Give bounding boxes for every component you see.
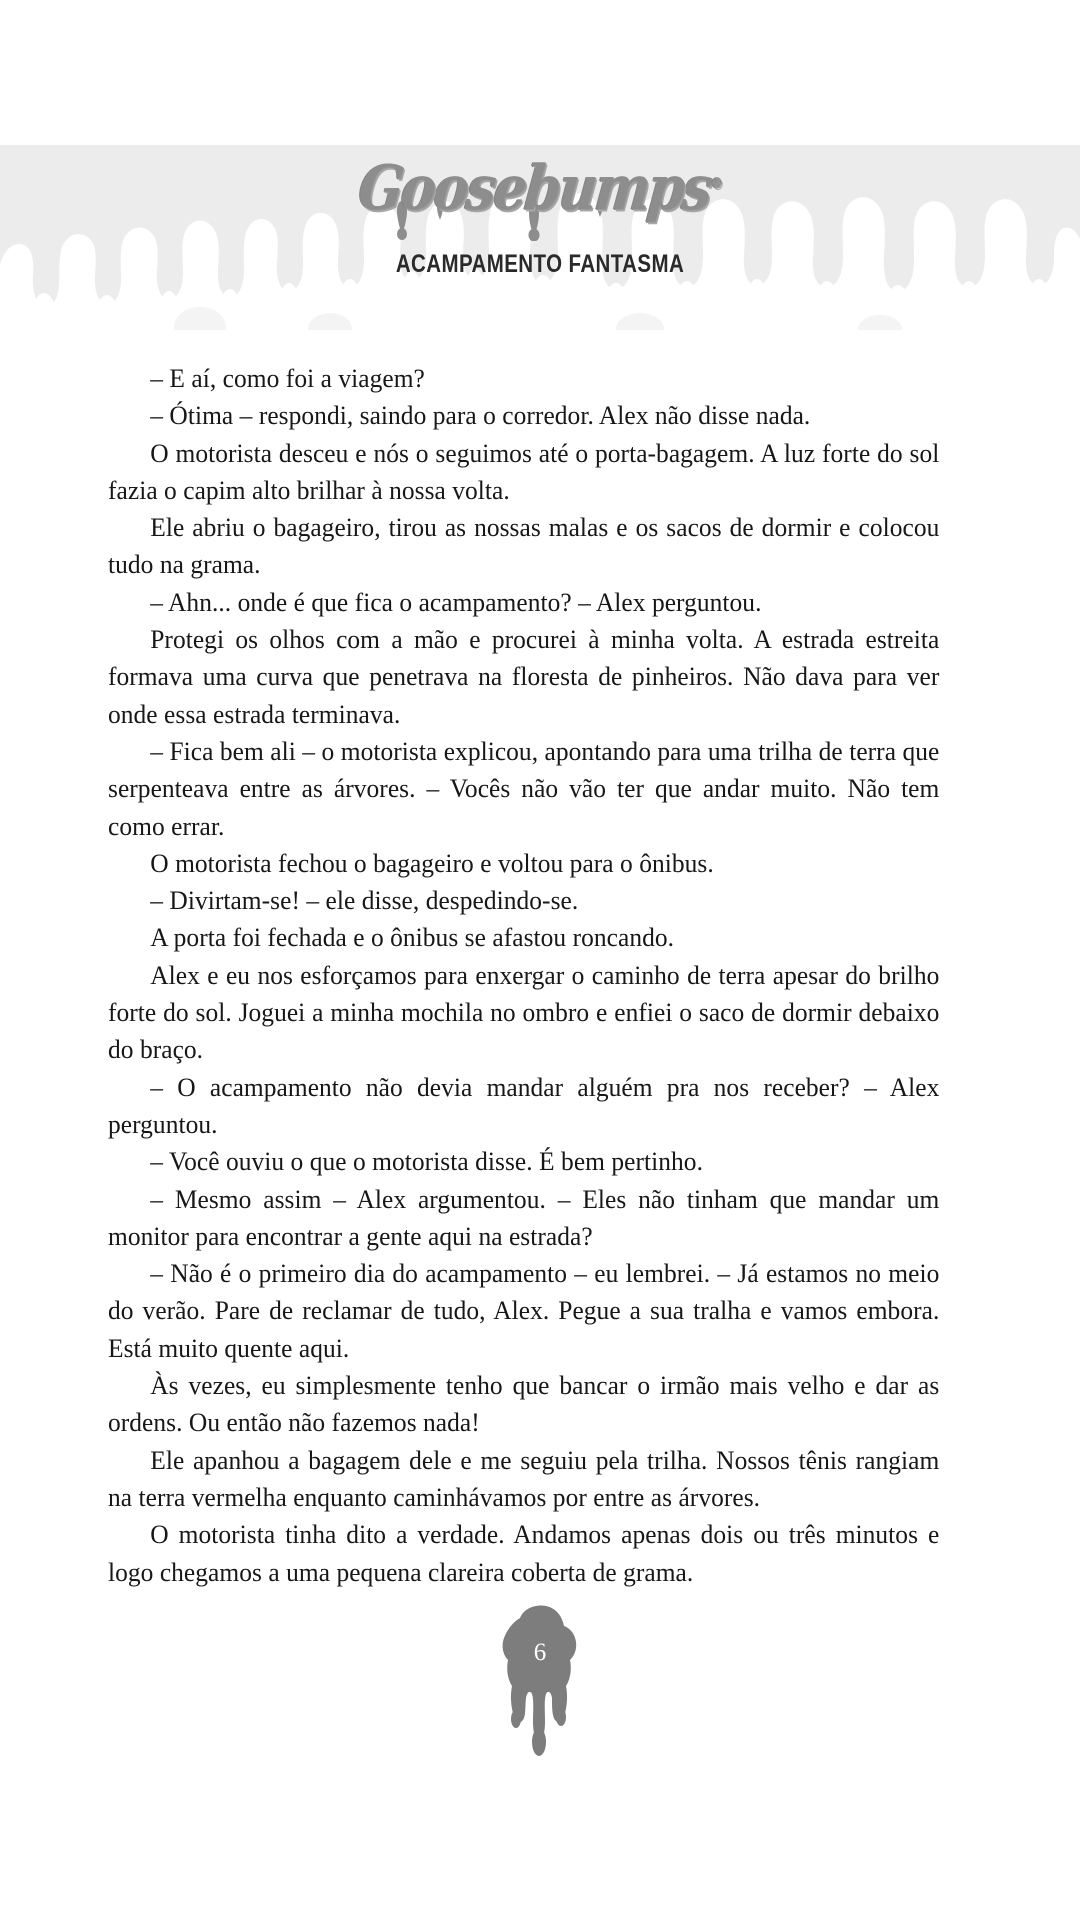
paragraph: – Mesmo assim – Alex argumentou. – Eles não tinham que mandar um monitor para encontrar a gente aqui na estrada?: [108, 1183, 940, 1251]
page-number: 6: [533, 1639, 547, 1666]
paragraph: Às vezes, eu simplesmente tenho que bancar o irmão mais velho e dar as ordens. Ou então não fazemos nada!: [108, 1370, 940, 1438]
paragraph: – Você ouviu o que o motorista disse. É bem pertinho.: [150, 1146, 703, 1177]
paragraph: – Fica bem ali – o motorista explicou, apontando para uma trilha de terra que serpenteava entre as árvores. – Vocês não vão ter que andar muito. Não tem como errar.: [108, 735, 940, 841]
trademark-symbol: ®: [709, 174, 724, 191]
paragraph: Protegi os olhos com a mão e procurei à minha volta. A estrada estreita formava uma curva que penetrava na floresta de pinheiros. Não dava para ver onde essa estrada terminava.: [108, 624, 940, 729]
paragraph: – Ahn... onde é que fica o acampamento? – Alex perguntou.: [150, 586, 762, 617]
paragraph: – O acampamento não devia mandar alguém pra nos receber? – Alex perguntou.: [108, 1071, 940, 1139]
paragraph: – E aí, como foi a viagem?: [150, 363, 425, 393]
page-footer: [0, 1600, 1080, 1780]
paragraph: – Divirtam-se! – ele disse, despedindo-se.: [150, 885, 579, 916]
paragraph: A porta foi fechada e o ônibus se afastou roncando.: [150, 922, 675, 953]
slime-blob-icon: [480, 1600, 600, 1760]
goosebumps-logo-text: Goosebumps: [354, 152, 714, 225]
paragraph: – Ótima – respondi, saindo para o corredor. Alex não disse nada.: [150, 400, 811, 431]
paragraph: O motorista tinha dito a verdade. Andamos apenas dois ou três minutos e logo chegamos a uma pequena clareira coberta de grama.: [108, 1519, 940, 1587]
paragraph: Ele apanhou a bagagem dele e me seguiu pela trilha. Nossos tênis rangiam na terra vermelha enquanto caminhávamos por entre as árvores.: [108, 1444, 940, 1512]
paragraph: O motorista desceu e nós o seguimos até o porta-bagagem. A luz forte do sol fazia o capim alto brilhar à nossa volta.: [108, 437, 940, 505]
book-title: ACAMPAMENTO FANTASMA: [395, 250, 685, 278]
paragraph: – Não é o primeiro dia do acampamento – eu lembrei. – Já estamos no meio do verão. Pare de reclamar de tudo, Alex. Pegue a sua tralha e vamos embora. Está muito quente aqui.: [108, 1258, 940, 1363]
paragraph: Ele abriu o bagageiro, tirou as nossas malas e os sacos de dormir e colocou tudo na grama.: [108, 512, 940, 580]
paragraph: Alex e eu nos esforçamos para enxergar o caminho de terra apesar do brilho forte do sol. Joguei a minha mochila no ombro e enfiei o saco de dormir debaixo do braço.: [108, 959, 940, 1065]
page-header: [0, 145, 1080, 330]
chapter-body: [108, 360, 974, 1591]
goosebumps-logo: [0, 152, 1080, 225]
paragraph: O motorista fechou o bagageiro e voltou para o ônibus.: [150, 847, 714, 878]
